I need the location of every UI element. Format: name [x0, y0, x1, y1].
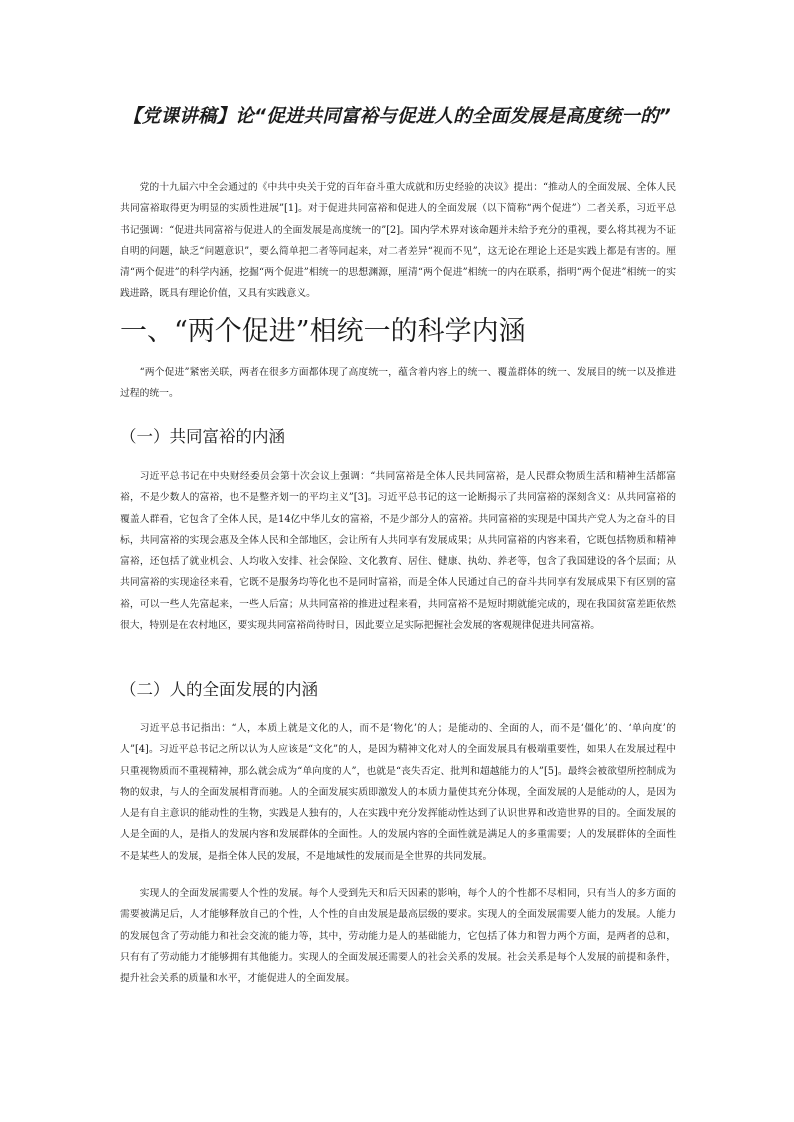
document-title: 【党课讲稿】论“促进共同富裕与促进人的全面发展是高度统一的”: [123, 106, 671, 127]
subsection-heading-human-development: （二）人的全面发展的内涵: [120, 680, 318, 699]
section-1-intro-paragraph: “两个促进”紧密关联，两者在很多方面都体现了高度统一，蕴含着内容上的统一、覆盖群体的统一、发展目的统一以及推进过程的统一。: [120, 367, 676, 400]
section-heading-1: 一、“两个促进”相统一的科学内涵: [120, 316, 526, 347]
human-development-paragraph-1: 习近平总书记指出：“人，本质上就是文化的人，而不是‘物化’的人；是能动的、全面的人，而不是‘僵化’的、‘单向度’的人”[4]。习近平总书记之所以认为人应该是“文化”的人，是因为精神文化对人的全面发展具有极端重要性，如果人在发展过程中只重视物质而不重视精神，那么就会成为“单向度的人”，也就是“丧失否定、批判和超越能力的人”[5]。最终会被欲望所控制成为物的奴隶，与人的全面发展相背而驰。人的全面发展实质即激发人的本质力量使其充分体现，全面发展的人是能动的人，是因为人是有自主意识的能动性的生物，实践是人独有的，人在实践中充分发挥能动性达到了认识世界和改造世界的目的。全面发展的人是全面的人，是指人的发展内容和发展群体的全面性。人的发展内容的全面性就是满足人的多重需要；人的发展群体的全面性不是某些人的发展，是指全体人民的发展，不是地域性的发展而是全世界的共同发展。: [120, 723, 676, 862]
intro-paragraph: 党的十九届六中全会通过的《中共中央关于党的百年奋斗重大成就和历史经验的决议》提出：“推动人的全面发展、全体人民共同富裕取得更为明显的实质性进展”[1]。对于促进共同富裕和促进人的全面发展（以下简称“两个促进”）二者关系，习近平总书记强调：“促进共同富裕与促进人的全面发展是高度统一的”[2]。国内学术界对该命题并未给予充分的重视，要么将其视为不证自明的问题，缺乏“问题意识”，要么简单把二者等同起来，对二者差异“视而不见”，这无论在理论上还是实践上都是有害的。厘清“两个促进”的科学内涵，挖掘“两个促进”相统一的思想渊源，厘清“两个促进”相统一的内在联系，指明“两个促进”相统一的实践进路，既具有理论价值，又具有实践意义。: [120, 182, 676, 300]
human-development-paragraph-2: 实现人的全面发展需要人个性的发展。每个人受到先天和后天因素的影响，每个人的个性都不尽相同，只有当人的多方面的需要被满足后，人才能够释放自己的个性，人个性的自由发展是最高层级的要求。实现人的全面发展需要人能力的发展。人能力的发展包含了劳动能力和社会交流的能力等，其中，劳动能力是人的基础能力，它包括了体力和智力两个方面，是两者的总和，只有有了劳动能力才能够拥有其他能力。实现人的全面发展还需要人的社会关系的发展。社会关系是每个人发展的前提和条件，提升社会关系的质量和水平，才能促进人的全面发展。: [120, 888, 676, 985]
subsection-heading-common-prosperity: （一）共同富裕的内涵: [120, 427, 285, 446]
common-prosperity-paragraph: 习近平总书记在中央财经委员会第十次会议上强调：“共同富裕是全体人民共同富裕，是人民群众物质生活和精神生活都富裕，不是少数人的富裕，也不是整齐划一的平均主义”[3]。习近平总书记的这一论断揭示了共同富裕的深刻含义：从共同富裕的覆盖人群看，它包含了全体人民，是14亿中华儿女的富裕，不是少部分人的富裕。共同富裕的实现是中国共产党人为之奋斗的目标，共同富裕的实现会惠及全体人民和全部地区，会让所有人共同享有发展成果；从共同富裕的内容来看，它既包括物质和精神富裕，还包括了就业机会、人均收入安排、社会保险、文化教育、居住、健康、执幼、养老等，包含了我国建设的各个层面；从共同富裕的实现途径来看，它既不是服务均等化也不是同时富裕，而是全体人民通过自己的奋斗共同享有发展成果下有区别的富裕，可以一些人先富起来，一些人后富；从共同富裕的推进过程来看，共同富裕不是短时期就能完成的，现在我国贫富差距依然很大，特别是在农村地区，要实现共同富裕尚待时日，因此要立足实际把握社会发展的客观规律促进共同富裕。: [120, 471, 676, 632]
